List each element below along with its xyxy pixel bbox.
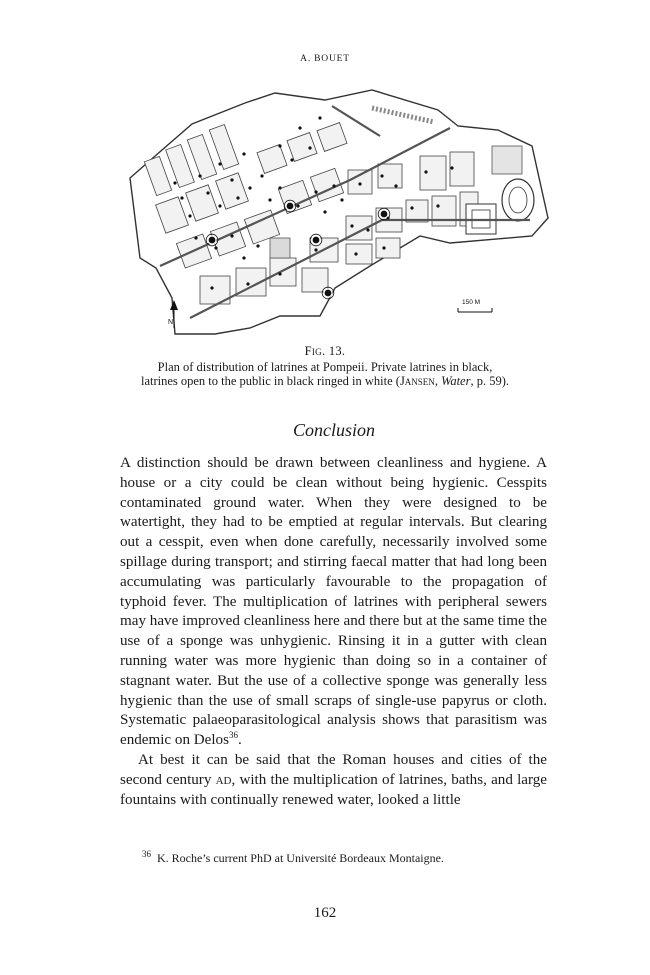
caption-tail: , p. 59). [470, 374, 510, 388]
paragraph-1 [120, 454, 547, 751]
caption-author: Jansen [399, 374, 435, 388]
footnote-reference[interactable]: 36 [228, 730, 238, 741]
caption-line-2: latrines open to the public in black ringed in white ( [140, 374, 400, 388]
paragraph-2-text: At best it can be said that the Roman houses and cities of the second century [120, 751, 547, 788]
caption-line-1: Plan of distribution of latrines at Pompeii. Private latrines in black, [157, 360, 493, 374]
page-number: 162 [313, 905, 337, 921]
paragraph-2 [120, 751, 547, 810]
body-text [120, 454, 547, 810]
figure-label: Fig. 13. [304, 344, 346, 358]
era-abbreviation: ad [215, 771, 232, 788]
section-heading: Conclusion [292, 420, 375, 440]
svg-text:N: N [168, 319, 174, 326]
paragraph-1-text: A distinction should be drawn between cleanliness and hygiene. A house or a city could be clean without being hygienic. Cesspits contaminated ground water. When they were designed to be watertight, they had to be emptied at regular intervals. But clearing out a cesspit, even when done carefully, necessarily involved some spillage during transport; and stirring faecal matter that had long been accumulating was particularly favourable to the propagation of typhoid fever. The multiplication of latrines with peripheral sewers may have improved cleanliness here and there but at the same time the use of a sponge was unhygienic. Rinsing it in a gutter with clean running water was more hygienic than doing so in a container of stagnant water. But the use of a collective sponge was generally less hygienic than the use of small scraps of single-use papyrus or cloth. Systematic palaeoparasitological analysis shows that parasitism was endemic on Delos [120, 455, 547, 749]
running-head: A. BOUET [300, 54, 350, 64]
scale-bar [458, 299, 492, 312]
footnote [142, 851, 562, 866]
paragraph-1-end: . [237, 732, 242, 749]
caption-comma: , [434, 374, 442, 388]
svg-text:150 M: 150 M [462, 299, 481, 306]
pompeii-latrine-map [120, 88, 555, 336]
footnote-number: 36 [142, 849, 151, 859]
paragraph-2-tail: , with the multiplication of latrines, baths, and large fountains with continually renewed water, looked a little [120, 771, 547, 808]
footnote-text: K. Roche’s current PhD at Université Bordeaux Montaigne. [157, 851, 444, 865]
caption-title: Water [441, 374, 471, 388]
figure-caption [110, 360, 540, 388]
